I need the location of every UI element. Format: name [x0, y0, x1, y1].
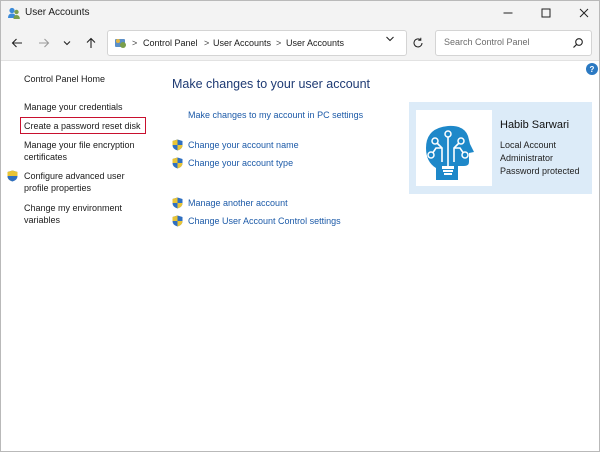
breadcrumb-user-accounts-current[interactable]: User Accounts	[286, 38, 345, 48]
pc-settings-link[interactable]: Make changes to my account in PC settings	[188, 110, 364, 120]
search-icon[interactable]	[572, 37, 584, 49]
forward-arrow-icon	[38, 37, 50, 49]
change-account-type-link[interactable]: Change your account type	[188, 158, 294, 168]
avatar[interactable]	[416, 110, 492, 186]
uac-shield-icon	[172, 215, 183, 227]
configure-advanced-profile-link-line2[interactable]: profile properties	[24, 183, 92, 193]
page-title: Make changes to your user account	[172, 77, 371, 91]
window-title: User Accounts	[25, 7, 90, 18]
user-accounts-icon	[7, 6, 21, 20]
chevron-down-icon	[384, 33, 396, 45]
minimize-icon	[503, 8, 513, 18]
manage-credentials-link[interactable]: Manage your credentials	[24, 102, 123, 112]
forward-button[interactable]	[35, 34, 53, 52]
breadcrumb-user-accounts[interactable]: User Accounts	[213, 38, 272, 48]
change-environment-variables-link[interactable]: Change my environment	[24, 203, 123, 213]
change-uac-settings-link[interactable]: Change User Account Control settings	[188, 216, 341, 226]
role-label: Administrator	[500, 153, 554, 163]
refresh-icon	[412, 37, 424, 49]
breadcrumb-control-panel[interactable]: Control Panel	[143, 38, 198, 48]
configure-advanced-profile-link[interactable]: Configure advanced user	[24, 171, 125, 181]
back-arrow-icon	[11, 37, 23, 49]
close-icon	[579, 8, 589, 18]
ai-head-icon	[416, 110, 492, 186]
address-bar[interactable]	[107, 30, 407, 56]
breadcrumb-separator: >	[204, 38, 210, 48]
up-button[interactable]	[82, 34, 100, 52]
change-account-name-link[interactable]: Change your account name	[188, 140, 299, 150]
control-panel-home-link[interactable]: Control Panel Home	[24, 74, 106, 84]
control-panel-icon	[114, 36, 128, 50]
manage-file-encryption-link-line2[interactable]: certificates	[24, 152, 68, 162]
up-arrow-icon	[85, 37, 97, 49]
help-button[interactable]	[586, 63, 598, 75]
chevron-down-icon	[61, 37, 73, 49]
back-button[interactable]	[8, 34, 26, 52]
breadcrumb-separator: >	[132, 38, 138, 48]
recent-locations-button[interactable]	[58, 34, 76, 52]
search-box[interactable]	[435, 30, 592, 56]
account-type-label: Local Account	[500, 140, 557, 150]
help-icon: ?	[589, 64, 595, 74]
uac-shield-icon	[172, 197, 183, 209]
uac-shield-icon	[7, 170, 18, 182]
change-environment-variables-link-line2[interactable]: variables	[24, 215, 61, 225]
maximize-icon	[541, 8, 551, 18]
user-account-card	[409, 102, 592, 194]
user-name: Habib Sarwari	[500, 119, 570, 131]
refresh-button[interactable]	[409, 34, 427, 52]
address-dropdown-button[interactable]	[381, 30, 399, 48]
uac-shield-icon	[172, 139, 183, 151]
manage-another-account-link[interactable]: Manage another account	[188, 198, 288, 208]
close-button[interactable]	[561, 1, 600, 25]
search-input[interactable]	[444, 37, 564, 47]
title-bar	[1, 1, 599, 25]
navigation-bar	[1, 25, 599, 61]
breadcrumb-separator: >	[276, 38, 282, 48]
manage-file-encryption-link[interactable]: Manage your file encryption	[24, 140, 135, 150]
uac-shield-icon	[172, 157, 183, 169]
create-password-reset-disk-link[interactable]: Create a password reset disk	[24, 121, 141, 131]
password-status-label: Password protected	[500, 166, 580, 176]
